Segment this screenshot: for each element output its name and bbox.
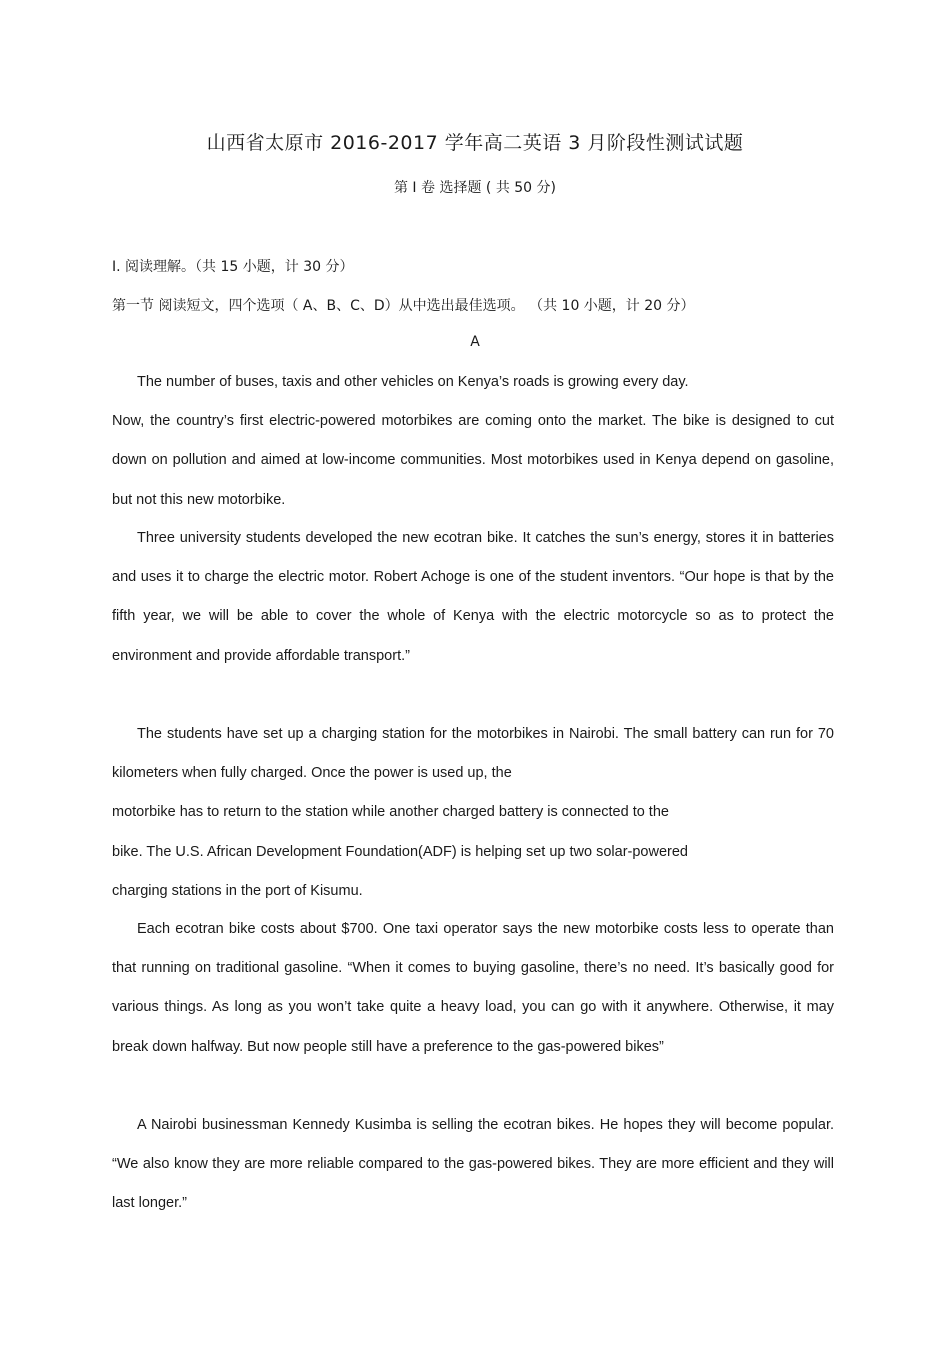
passage-paragraph-5: A Nairobi businessman Kennedy Kusimba is selling the ecotran bikes. He hopes they will become popular. “We also know they are more reliable compared to the gas-powered bikes. They are more efficient and they will last longer.” [112, 1117, 834, 1212]
exam-subtitle: 第 I 卷 选择题 ( 共 50 分) [393, 180, 557, 196]
exam-title: 山西省太原市 2016-2017 学年高二英语 3 月阶段性测试试题 [206, 132, 744, 154]
passage-paragraph-1: The number of buses, taxis and other vehicles on Kenya’s roads is growing every day. Now, the country’s first electric-powered motorbikes are coming onto the market. The bike is designed to cut down on pollution and aimed at low-income communities. Most motorbikes used in Kenya depend on gasoline, but not this new motorbike. [112, 374, 834, 508]
passage-label: A [470, 334, 480, 350]
passage-paragraph-4: Each ecotran bike costs about $700. One taxi operator says the new motorbike costs less to operate than that running on traditional gasoline. “When it comes to buying gasoline, there’s no need. It’s basically good for various things. As long as you won’t take quite a heavy load, you can go with it anywhere. Otherwise, it may break down halfway. But now people still have a preference to the gas-powered bikes” [112, 921, 834, 1055]
subsection-heading: 第一节 阅读短文，四个选项（ A、B、C、D）从中选出最佳选项。 （共 10 小题，计 20 分） [112, 298, 695, 314]
part-heading: I. 阅读理解。（共 15 小题，计 30 分） [112, 259, 354, 275]
passage-paragraph-3: The students have set up a charging station for the motorbikes in Nairobi. The small battery can run for 70 kilometers when fully charged. Once the power is used up, the motorbike has to return to the station while another charged battery is connected to the bike. The U.S. African Development Foundation(ADF) is helping set up two solar-powered charging stations in the port of Kisumu. [112, 726, 834, 899]
passage-paragraph-2: Three university students developed the new ecotran bike. It catches the sun’s energy, stores it in batteries and uses it to charge the electric motor. Robert Achoge is one of the student inventors. “Our hope is that by the fifth year, we will be able to cover the whole of Kenya with the electric motorcycle so as to protect the environment and provide affordable transport.” [112, 530, 834, 664]
